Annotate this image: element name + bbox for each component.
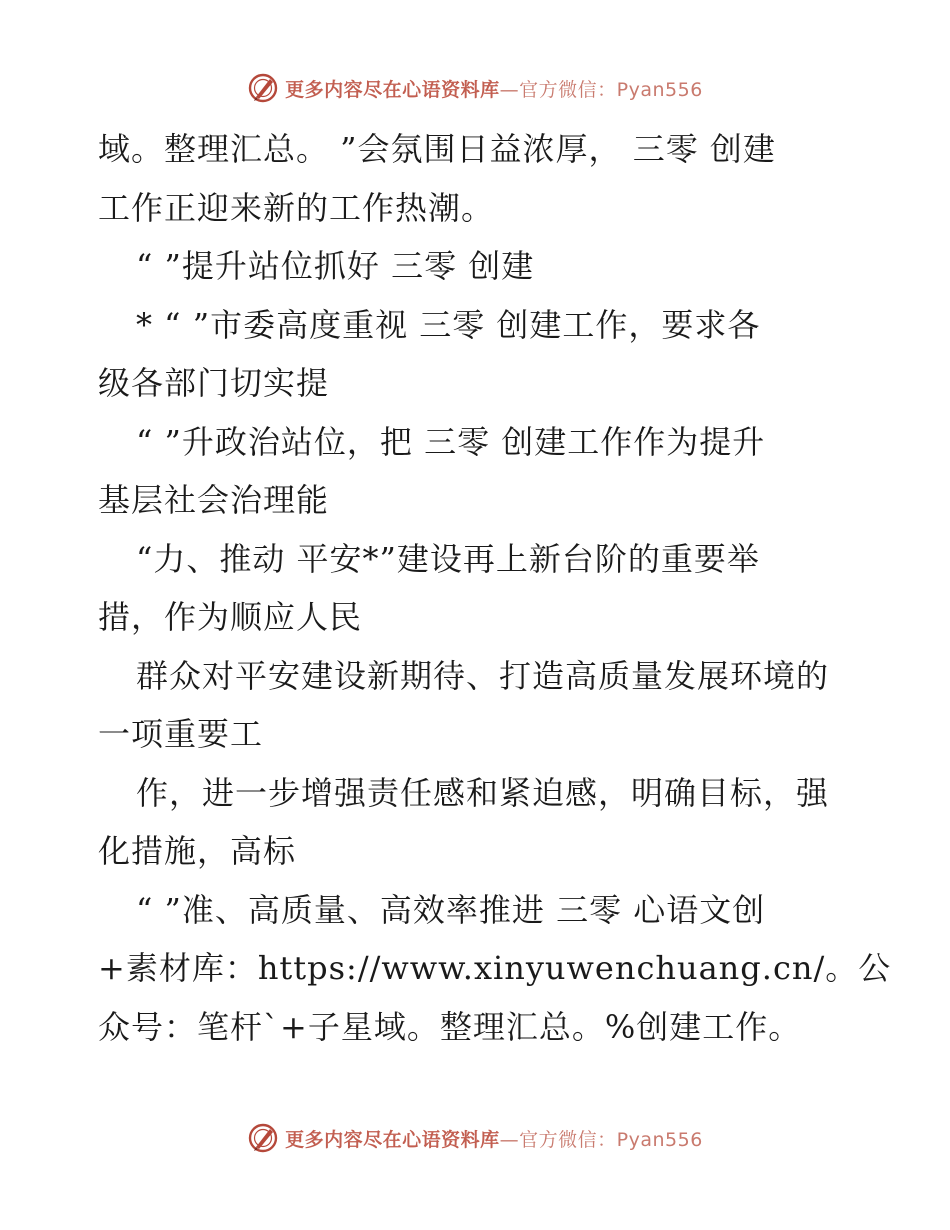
footer-brand-text: 更多内容尽在心语资料库 bbox=[285, 1128, 500, 1151]
text-line: 化措施，高标 bbox=[98, 832, 297, 870]
header-banner-text bbox=[285, 75, 703, 102]
text-line: 级各部门切实提 bbox=[98, 364, 330, 402]
footer-banner bbox=[0, 1122, 950, 1154]
text-line: 群众对平安建设新期待、打造高质量发展环境的 bbox=[136, 656, 830, 695]
header-brand-text: 更多内容尽在心语资料库 bbox=[285, 78, 500, 101]
text-line: * “ ”市委高度重视 三零 创建工作，要求各 bbox=[136, 305, 761, 344]
text-line: 工作正迎来新的工作热潮。 bbox=[98, 188, 495, 227]
footer-contact-text: —官方微信：Pyan556 bbox=[499, 1128, 703, 1151]
quill-seal-icon bbox=[247, 1122, 279, 1154]
text-line: “ ”提升站位抓好 三零 创建 bbox=[136, 247, 535, 285]
text-line: 作，进一步增强责任感和紧迫感，明确目标，强 bbox=[136, 773, 830, 812]
header-banner bbox=[0, 72, 950, 104]
document-body bbox=[98, 120, 892, 1056]
text-line: 众号：笔杆`+子星域。整理汇总。%创建工作。 bbox=[98, 1007, 802, 1046]
text-line: 一项重要工 bbox=[98, 715, 264, 753]
text-line: 基层社会治理能 bbox=[98, 481, 330, 519]
text-line: “ ”准、高质量、高效率推进 三零 心语文创 bbox=[136, 890, 766, 929]
header-contact-text: —官方微信：Pyan556 bbox=[499, 78, 703, 101]
text-line: “ ”升政治站位，把 三零 创建工作作为提升 bbox=[136, 422, 766, 461]
footer-banner-text bbox=[285, 1125, 703, 1152]
text-line: 措，作为顺应人民 bbox=[98, 598, 363, 636]
quill-seal-icon bbox=[247, 72, 279, 104]
text-line: “力、推动 平安*”建设再上新台阶的重要举 bbox=[136, 539, 760, 578]
text-line: +素材库：https://www.xinyuwenchuang.cn/。公 bbox=[98, 949, 892, 987]
text-line: 域。整理汇总。 ”会氛围日益浓厚， 三零 创建 bbox=[98, 130, 776, 168]
